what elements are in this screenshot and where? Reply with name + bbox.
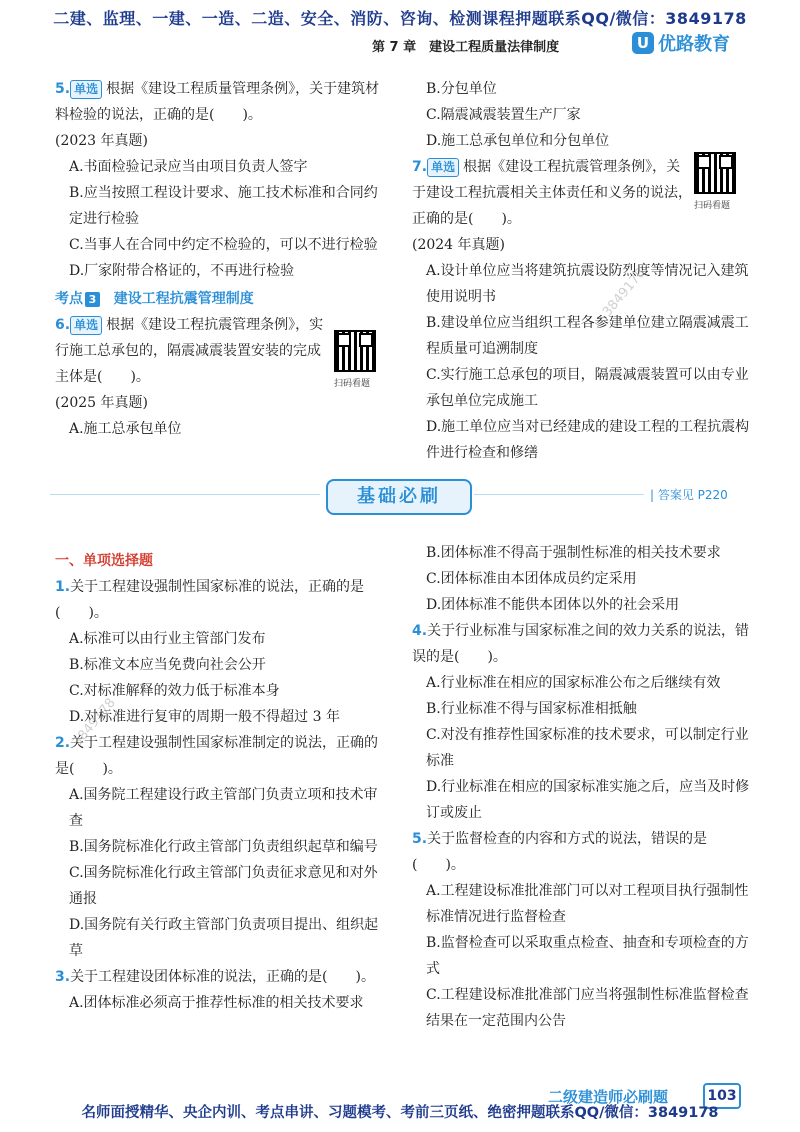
question-number: 5. — [55, 81, 71, 97]
option-a: A.书面检验记录应当由项目负责人签字 — [69, 159, 308, 175]
option-d: D.厂家附带合格证的，不再进行检验 — [69, 263, 295, 279]
single-choice-tag: 单选 — [70, 80, 102, 99]
answer-reference: | 答案见 P220 — [650, 488, 728, 502]
top-right-column — [412, 76, 752, 466]
question-stem: 根据《建设工程质量管理条例》，关于建筑材料检验的说法，正确的是( )。 — [55, 81, 380, 123]
question-4 — [412, 618, 752, 826]
q3-option-b: B.团体标准不得高于强制性标准的相关技术要求 — [426, 545, 721, 561]
q6-option-d: D.施工总承包单位和分包单位 — [426, 133, 610, 149]
watermark: 3849178 — [600, 265, 649, 320]
option-b: B.应当按照工程设计要求、施工技术标准和合同约定进行检验 — [69, 185, 378, 227]
section-heading: 一、单项选择题 — [55, 553, 153, 569]
section-title: 基础必刷 — [326, 479, 472, 515]
footer-book-title: 二级建造师必刷题 — [548, 1088, 669, 1106]
page-number: 103 — [703, 1083, 741, 1109]
option-c: C.国务院标准化行政主管部门负责征求意见和对外通报 — [69, 865, 378, 907]
option-c: C.工程建设标准批准部门应当将强制性标准监督检查结果在一定范围内公告 — [426, 987, 749, 1029]
question-stem: 关于工程建设强制性国家标准制定的说法，正确的是( )。 — [55, 735, 379, 777]
question-5 — [412, 826, 752, 1034]
q3-option-c: C.团体标准由本团体成员约定采用 — [426, 571, 637, 587]
section-divider-right — [474, 494, 644, 495]
option-b: B.标准文本应当免费向社会公开 — [69, 657, 266, 673]
question-number: 7. — [412, 159, 428, 175]
question-stem: 关于行业标准与国家标准之间的效力关系的说法，错误的是( )。 — [412, 623, 750, 665]
option-d: D.国务院有关行政主管部门负责项目提出、组织起草 — [69, 917, 379, 959]
option-a: A.团体标准必须高于推荐性标准的相关技术要求 — [69, 995, 364, 1011]
watermark: 3849178 — [70, 695, 119, 750]
q6-option-c: C.隔震减震装置生产厂家 — [426, 107, 581, 123]
option-b: B.国务院标准化行政主管部门负责组织起草和编号 — [69, 839, 378, 855]
option-b: B.监督检查可以采取重点检查、抽查和专项检查的方式 — [426, 935, 749, 977]
option-a: A.国务院工程建设行政主管部门负责立项和技术审查 — [69, 787, 378, 829]
option-a: A.设计单位应当将建筑抗震设防烈度等情况记入建筑使用说明书 — [426, 263, 749, 305]
option-a: A.行业标准在相应的国家标准公布之后继续有效 — [426, 675, 721, 691]
bottom-left-column — [55, 548, 385, 1016]
option-d: D.行业标准在相应的国家标准实施之后，应当及时修订或废止 — [426, 779, 750, 821]
question-number: 1. — [55, 579, 71, 595]
option-d: D.施工单位应当对已经建成的建设工程的工程抗震构件进行检查和修缮 — [426, 419, 750, 461]
option-a: A.施工总承包单位 — [69, 421, 182, 437]
top-promo-banner: 二建、监理、一建、一造、二造、安全、消防、咨询、检测课程押题联系QQ/微信：3849178 — [53, 9, 747, 28]
option-d: D.对标准进行复审的周期一般不得超过 3 年 — [69, 709, 340, 725]
q6-option-b: B.分包单位 — [426, 81, 497, 97]
option-b: B.建设单位应当组织工程各参建单位建立隔震减震工程质量可追溯制度 — [426, 315, 749, 357]
question-year: (2024 年真题) — [412, 237, 506, 253]
kd-number: 3 — [85, 292, 100, 307]
question-year: (2023 年真题) — [55, 133, 149, 149]
question-stem: 关于工程建设强制性国家标准的说法，正确的是( )。 — [55, 579, 365, 621]
single-choice-tag: 单选 — [70, 316, 102, 335]
chapter-title: 第 7 章 建设工程质量法律制度 — [372, 40, 560, 55]
question-number: 3. — [55, 969, 71, 985]
question-stem: 根据《建设工程抗震管理条例》，关于建设工程抗震相关主体责任和义务的说法，正确的是( )。 — [412, 159, 692, 227]
qr-caption: 扫码看题 — [694, 201, 731, 211]
question-number: 2. — [55, 735, 71, 751]
bottom-promo-banner: 名师面授精华、央企内训、考点串讲、习题模考、考前三页纸、绝密押题联系QQ/微信：3849178 — [81, 1105, 719, 1121]
question-stem: 关于监督检查的内容和方式的说法，错误的是( )。 — [412, 831, 708, 873]
qr-caption: 扫码看题 — [334, 379, 371, 389]
q3-option-d: D.团体标准不能供本团体以外的社会采用 — [426, 597, 680, 613]
question-3 — [55, 964, 385, 1016]
knowledge-point-heading — [55, 286, 385, 312]
question-number: 5. — [412, 831, 428, 847]
logo-text: 优路教育 — [658, 34, 730, 55]
section-divider-left — [50, 494, 320, 495]
logo-icon: U — [632, 32, 654, 54]
option-c: C.实行施工总承包的项目，隔震减震装置可以由专业承包单位完成施工 — [426, 367, 749, 409]
kd-label: 考点 — [55, 291, 83, 307]
option-a: A.工程建设标准批准部门可以对工程项目执行强制性标准情况进行监督检查 — [426, 883, 749, 925]
option-c: C.当事人在合同中约定不检验的，可以不进行检验 — [69, 237, 378, 253]
question-year: (2025 年真题) — [55, 395, 149, 411]
qr-code-icon[interactable] — [334, 330, 376, 372]
option-c: C.对标准解释的效力低于标准本身 — [69, 683, 280, 699]
single-choice-tag: 单选 — [427, 158, 459, 177]
bottom-right-column — [412, 540, 752, 1034]
question-stem: 根据《建设工程抗震管理条例》，实行施工总承包的，隔震减震装置安装的完成主体是( )。 — [55, 317, 324, 385]
question-2 — [55, 730, 385, 964]
kd-title: 建设工程抗震管理制度 — [113, 291, 254, 307]
question-number: 6. — [55, 317, 71, 333]
question-number: 4. — [412, 623, 428, 639]
brand-logo — [632, 30, 730, 56]
option-a: A.标准可以由行业主管部门发布 — [69, 631, 266, 647]
option-c: C.对没有推荐性国家标准的技术要求，可以制定行业标准 — [426, 727, 749, 769]
option-b: B.行业标准不得与国家标准相抵触 — [426, 701, 637, 717]
qr-code-icon[interactable] — [694, 152, 736, 194]
question-5-top — [55, 76, 385, 284]
question-stem: 关于工程建设团体标准的说法，正确的是( )。 — [70, 969, 375, 985]
